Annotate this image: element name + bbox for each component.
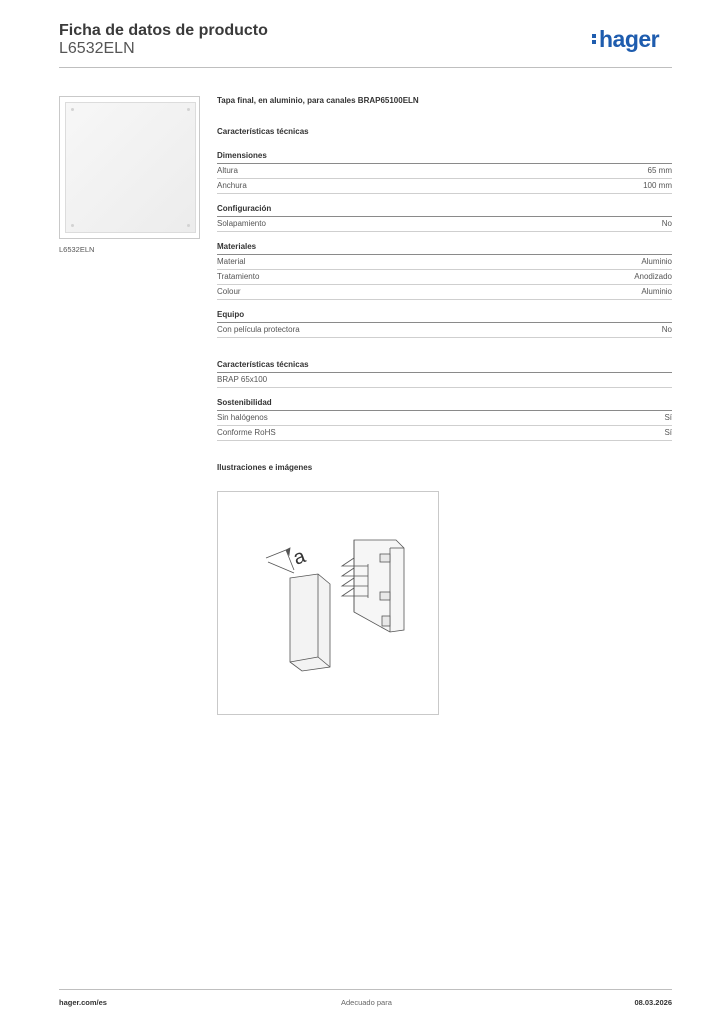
spec-value: Sí	[664, 428, 672, 437]
spec-value: Anodizado	[634, 272, 672, 281]
hager-logo	[592, 26, 659, 53]
related-heading: Características técnicas	[217, 360, 672, 373]
spec-row	[217, 164, 672, 179]
screw-hole	[187, 224, 190, 227]
footer-center-text: Adecuado para	[341, 998, 392, 1007]
spec-value: 65 mm	[647, 166, 672, 175]
spec-row	[217, 217, 672, 232]
spec-group-equipment	[217, 310, 672, 338]
product-description: Tapa final, en aluminio, para canales BRAP65100ELN	[217, 96, 419, 105]
product-thumbnail	[59, 96, 200, 239]
spec-row	[217, 323, 672, 338]
header-divider	[59, 67, 672, 68]
illustration-frame	[217, 491, 439, 715]
related-label: BRAP 65x100	[217, 375, 268, 384]
spec-group-materials	[217, 242, 672, 300]
product-details	[217, 96, 672, 472]
sustainability-row	[217, 426, 672, 441]
spec-value: No	[661, 325, 672, 334]
sustainability-row	[217, 411, 672, 426]
spec-label: Conforme RoHS	[217, 428, 276, 437]
spec-row	[217, 285, 672, 300]
dimension-label: a	[290, 545, 309, 570]
spec-group-heading: Dimensiones	[217, 151, 672, 164]
footer-divider	[59, 989, 672, 990]
screw-hole	[187, 108, 190, 111]
spec-label: Tratamiento	[217, 272, 260, 281]
spec-value: Sí	[664, 413, 672, 422]
spec-group-dimensions	[217, 151, 672, 194]
footer-date: 08.03.2026	[634, 998, 672, 1007]
spec-row	[217, 270, 672, 285]
spec-group-configuration	[217, 204, 672, 232]
spec-value: Aluminio	[641, 287, 672, 296]
spec-value: Aluminio	[641, 257, 672, 266]
illustrations-heading: Ilustraciones e imágenes	[217, 463, 313, 472]
spec-value: No	[661, 219, 672, 228]
related-row	[217, 373, 672, 388]
spec-group-heading: Configuración	[217, 204, 672, 217]
spec-label: Altura	[217, 166, 238, 175]
spec-row	[217, 255, 672, 270]
specs-title: Características técnicas	[217, 127, 309, 136]
footer-website-link[interactable]: hager.com/es	[59, 998, 107, 1007]
logo-text: hager	[599, 26, 660, 52]
end-cap-drawing	[218, 492, 438, 714]
spec-label: Anchura	[217, 181, 247, 190]
logo-dots-icon	[592, 32, 597, 46]
end-cap-plate-image	[65, 102, 196, 233]
screw-hole	[71, 224, 74, 227]
spec-label: Solapamiento	[217, 219, 266, 228]
spec-label: Sin halógenos	[217, 413, 268, 422]
screw-hole	[71, 108, 74, 111]
sustainability-group	[217, 398, 672, 441]
spec-label: Colour	[217, 287, 241, 296]
spec-label: Material	[217, 257, 246, 266]
spec-group-heading: Equipo	[217, 310, 672, 323]
page-title: Ficha de datos de producto	[59, 22, 268, 39]
spec-label: Con película protectora	[217, 325, 300, 334]
thumbnail-caption: L6532ELN	[59, 245, 95, 254]
product-code: L6532ELN	[59, 40, 135, 57]
sustainability-heading: Sostenibilidad	[217, 398, 672, 411]
spec-row	[217, 179, 672, 194]
spec-value: 100 mm	[643, 181, 672, 190]
related-products	[217, 360, 672, 388]
spec-group-heading: Materiales	[217, 242, 672, 255]
